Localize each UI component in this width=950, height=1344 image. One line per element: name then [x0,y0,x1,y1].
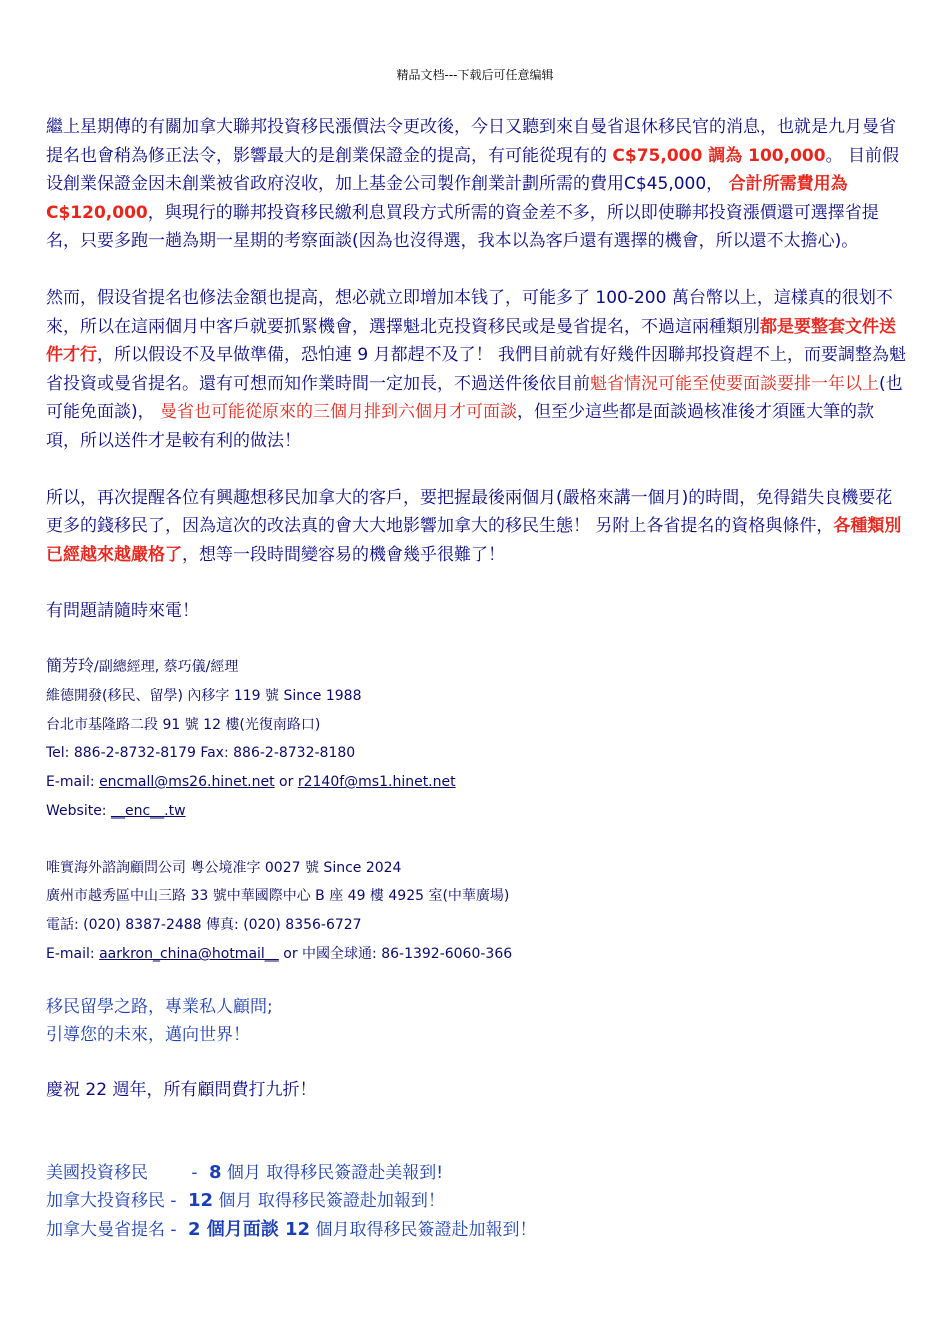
slogan-line-1: 移民留學之路，專業私人顧問; [46,996,273,1017]
email-link-2[interactable]: r2140f@ms1.hinet.net [297,774,456,791]
p2-segment: 曼省也可能從原來的三個月排到六個月才可面談 [160,402,518,423]
website-line: Website: __enc__.tw [46,802,186,819]
company-line: 維德開發(移民、留學) 內移字 119 號 Since 1988 [46,687,362,704]
email-line: E-mail: encmall@ms26.hinet.net or r2140f@ms1.hinet.net [46,774,456,791]
email-link-1[interactable]: encmall@ms26.hinet.net [99,774,275,791]
p2-segment: 魁省情況可能至使要面談要排一年以上 [590,373,879,394]
service-list [46,1159,908,1245]
company-line: 唯實海外諮詢顧問公司 粵公境准字 0027 號 Since 2024 [46,859,402,876]
p1-segment: 繼上星期傳的有關加拿大聯邦投資移民漲價法令更改後，今日又聽到來自曼省退休移民官的消息，也就是九月曼省提名也會稍為修正法令，影響最大的是創業保證金的提高，有可能從現有的 [46,117,896,166]
email-line: E-mail: aarkron_china@hotmail__ or 中國全球通: 86-1392-6060-366 [46,946,513,963]
page-header: 精品文档---下载后可任意编辑 [396,68,554,82]
phone-line: Tel: 886-2-8732-8179 Fax: 886-2-8732-8180 [46,745,356,762]
p2-segment: ，但至少這些都是面談過核准後才須匯大筆的款項，所以送件才是較有利的做法！ [46,402,875,451]
p2-segment: 都是要整套文件送件才行 [46,316,896,366]
website-link[interactable]: __enc__.tw [110,802,186,819]
paragraph-2 [46,284,908,456]
p1-segment: 合計所需費用為 C$120,000 [46,174,848,223]
signature-taipei [46,652,908,826]
slogan-line-2: 引導您的未來，邁向世界！ [46,1025,250,1046]
email-link-3[interactable]: aarkron_china@hotmail__ [99,946,279,963]
paragraph-3 [46,484,908,570]
signature-names: 簡芳玲/副總經理, 蔡巧儀/經理 [46,655,239,675]
phone-line: 電話: (020) 8387-2488 傳真: (020) 8356-6727 [46,917,362,934]
slogan [46,993,908,1050]
service-item-canada: 加拿大投資移民 - 12 個月 取得移民簽證赴加報到！ [46,1190,445,1212]
paragraph-call: 有問題請隨時來電！ [46,601,199,622]
p1-segment: ，與現行的聯邦投資移民繳利息買段方式所需的資金差不多，所以即使聯邦投資漲價還可選擇省提名，只要多跑一趟為期一星期的考察面談(因為也沒得選，我本以為客戶還有選擇的機會，所以還不太擔心)。 [46,202,879,252]
address-line: 台北市基隆路二段 91 號 12 樓(光復南路口) [46,716,321,733]
service-item-manitoba: 加拿大曼省提名 - 2 個月面談 12 個月取得移民簽證赴加報到！ [46,1218,537,1240]
promo-line: 慶祝 22 週年，所有顧問費打九折！ [46,1080,317,1101]
p3-segment: 各種類別已經越來越嚴格了 [46,516,902,565]
service-item-us: 美國投資移民 - 8 個月 取得移民簽證赴美報到! [46,1161,444,1183]
p3-segment: 所以，再次提醒各位有興趣想移民加拿大的客戶，要把握最後兩個月(嚴格來講一個月)的時間，免得錯失良機要花更多的錢移民了，因為這次的改法真的會大大地影響加拿大的移民生態！ 另附上各省提名的資格與條件， [46,487,893,537]
p2-segment: ，所以假设不及早做準備，恐怕連 9 月都趕不及了！ 我們目前就有好幾件因聯邦投資趕不上，而要調整為魁省投資或曼省提名。還有可想而知作業時間一定加長，不過送件後依目前 [46,345,907,394]
p3-segment: ，想等一段時間變容易的機會幾乎很難了！ [182,544,505,565]
p2-segment: 然而，假设省提名也修法金額也提高，想必就立即增加本钱了，可能多了 100-200 萬台幣以上，這樣真的很划不來，所以在這兩個月中客戶就要抓緊機會，選擇魁北克投資移民或是曼省提名，不過這兩種類別 [46,287,893,337]
p2-segment: (也可能免面談)， [46,373,903,423]
document-body [46,113,908,1244]
signature-guangzhou [46,854,908,969]
paragraph-1 [46,113,908,256]
address-line: 廣州市越秀區中山三路 33 號中華國際中心 B 座 49 樓 4925 室(中華廣場) [46,888,510,905]
p1-segment: 。 目前假设創業保證金因未創業被省政府沒收，加上基金公司製作創業計劃所需的費用C$45,000， [46,145,899,195]
p1-segment: C$75,000 調為 100,000 [612,145,826,166]
